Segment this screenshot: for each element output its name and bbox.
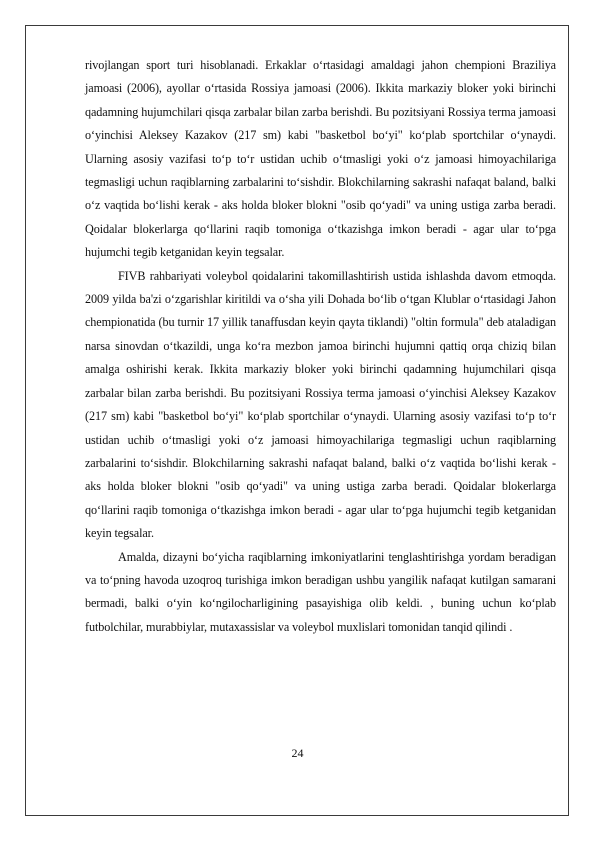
paragraph-3: Amalda, dizayni bo‘yicha raqiblarning imkoniyatlarini tenglashtirishga yordam beradigan va to‘pning havoda uzoqroq turishiga imkon beradigan ushbu yangilik nafaqat kutilgan samarani bermadi, balki o‘yin ko‘ngilocharligining pasayishiga olib keldi. , buning uchun ko‘plab futbolchilar, murabbiylar, mutaxassislar va voleybol muxlislari tomonidan tanqid qilindi .	[85, 549, 556, 634]
page-number: 24	[291, 746, 304, 760]
paragraph-2: FIVB rahbariyati voleybol qoidalarini takomillashtirish ustida ishlashda davom etmoqda. 2009 yilda ba'zi o‘zgarishlar kiritildi va o‘sha yili Dohada bo‘lib o‘tgan Klublar o‘rtasidagi Jahon chempionatida (bu turnir 17 yillik tanaffusdan keyin qayta tiklandi) "oltin formula" deb ataladigan narsa sinovdan o‘tkazildi, unga ko‘ra mezbon jamoa birinchi hujumni qattiq orqa chiziq bilan amalga oshirishi kerak. Ikkita markaziy bloker yoki birinchi qadamning hujumchilari qisqa zarbalar bilan zarba berishdi. Bu pozitsiyani Rossiya terma jamoasi o‘yinchisi Aleksey Kazakov (217 sm) kabi "basketbol bo‘yi" ko‘plab sportchilar o‘ynaydi. Ularning asosiy vazifasi to‘p to‘r ustidan uchib o‘tmasligi yoki o‘z jamoasi himoyachilariga tegmasligi uchun raqiblarning zarbalarini to‘sishdir. Blokchilarning sakrashi nafaqat baland, balki o‘z vaqtida bo‘lishi kerak - aks holda bloker blokni "osib qo‘yadi" va uning ustiga zarba beradi. Qoidalar blokerlarga qo‘llarini raqib tomoniga o‘tkazishga imkon beradi - agar ular to‘pga hujumchi tegib ketganidan keyin tegsalar.	[85, 268, 556, 541]
paragraph-1: rivojlangan sport turi hisoblanadi. Erkaklar o‘rtasidagi amaldagi jahon chempioni Braziliya jamoasi (2006), ayollar o‘rtasida Rossiya jamoasi (2006). Ikkita markaziy bloker yoki birinchi qadamning hujumchilari qisqa zarbalar bilan zarba berishdi. Bu pozitsiyani Rossiya terma jamoasi o‘yinchisi Aleksey Kazakov (217 sm) kabi "basketbol bo‘yi" ko‘plab sportchilar o‘ynaydi. Ularning asosiy vazifasi to‘p to‘r ustidan uchib o‘tmasligi yoki o‘z jamoasi himoyachilariga tegmasligi uchun raqiblarning zarbalarini to‘sishdir. Blokchilarning sakrashi nafaqat baland, balki o‘z vaqtida bo‘lishi kerak - aks holda bloker blokni "osib qo‘yadi" va uning ustiga zarba beradi. Qoidalar blokerlarga qo‘llarini raqib tomoniga o‘tkazishga imkon beradi - agar ular to‘pga hujumchi tegib ketganidan keyin tegsalar.	[85, 58, 556, 260]
document-body	[85, 54, 556, 639]
